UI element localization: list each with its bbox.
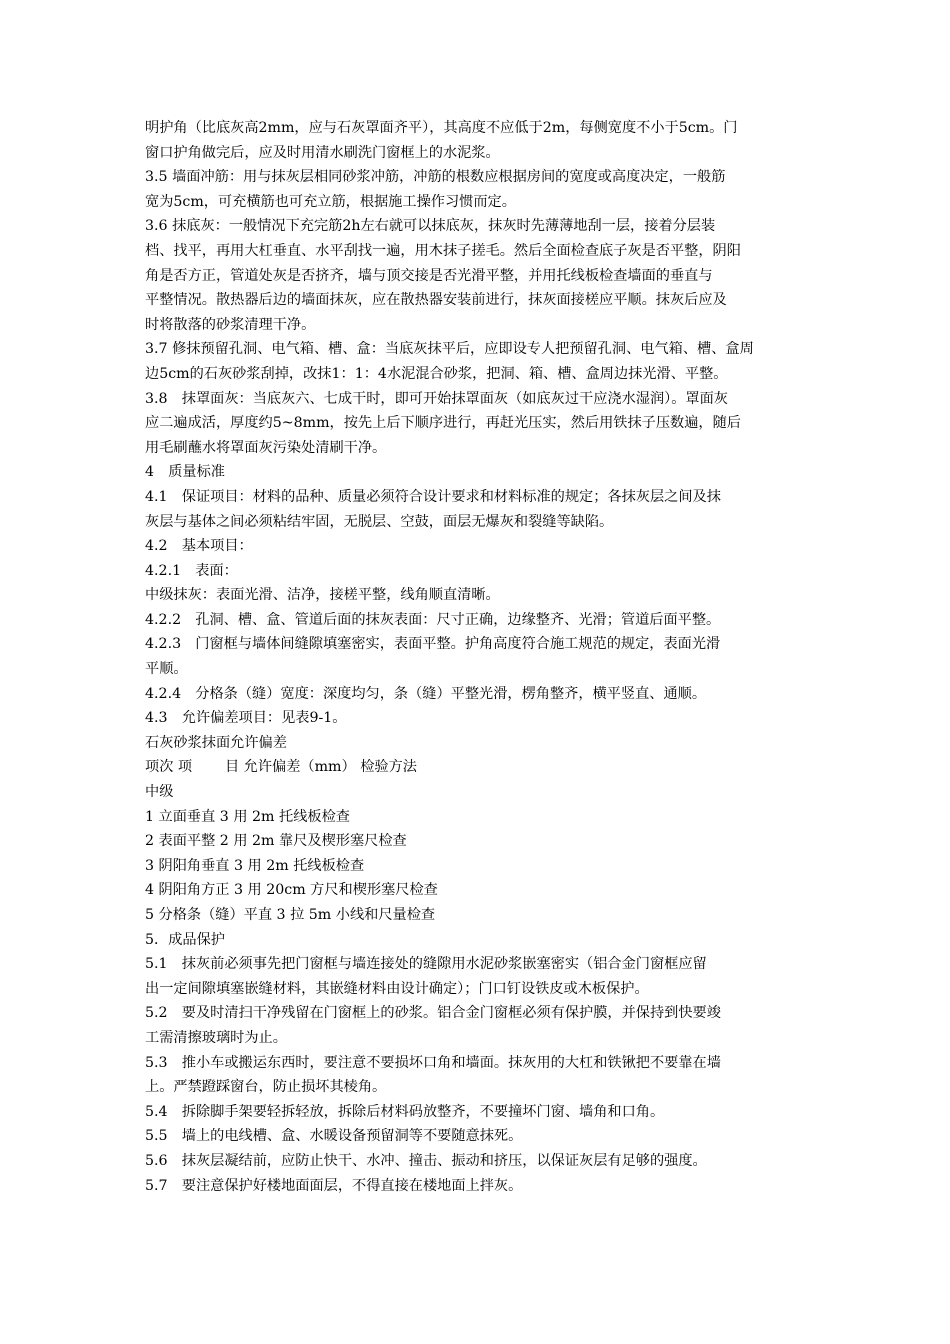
- text-line: 5.2 要及时清扫干净残留在门窗框上的砂浆。铝合金门窗框必须有保护膜，并保持到快要竣: [145, 1005, 721, 1022]
- text-line: 3.6 抹底灰：一般情况下充完筋2h左右就可以抹底灰，抹灰时先薄薄地刮一层，接着分层装: [145, 218, 716, 235]
- section-heading: 5．成品保护: [145, 931, 225, 948]
- text-line: 应二遍成活，厚度约5~8mm，按先上后下顺序进行，再赶光压实，然后用铁抹子压数遍，随后: [145, 415, 741, 432]
- table-title: 石灰砂浆抹面允许偏差: [145, 734, 287, 751]
- text-line: 3.7 修抹预留孔洞、电气箱、槽、盒：当底灰抹平后，应即设专人把预留孔洞、电气箱、槽、盒周: [145, 341, 754, 358]
- text-line: 工需清擦玻璃时为止。: [145, 1029, 287, 1046]
- text-line: 4.2.4 分格条（缝）宽度：深度均匀，条（缝）平整光滑，楞角整齐，横平竖直、通顺。: [145, 685, 707, 702]
- text-line: 5.1 抹灰前必须事先把门窗框与墙连接处的缝隙用水泥砂浆嵌塞密实（铝合金门窗框应留: [145, 956, 707, 973]
- text-line: 4.2.1 表面：: [145, 562, 238, 579]
- table-row: 4 阴阳角方正 3 用 20cm 方尺和楔形塞尺检查: [145, 882, 438, 899]
- section-heading: 4 质量标准: [145, 464, 225, 481]
- text-line: 5.3 推小车或搬运东西时，要注意不要损坏口角和墙面。抹灰用的大杠和铁锹把不要靠在墙: [145, 1054, 721, 1071]
- table-row: 3 阴阳角垂直 3 用 2m 托线板检查: [145, 857, 365, 874]
- text-line: 3.5 墙面冲筋：用与抹灰层相同砂浆冲筋，冲筋的根数应根据房间的宽度或高度决定，一般筋: [145, 169, 726, 186]
- text-line: 3.8 抹罩面灰：当底灰六、七成干时，即可开始抹罩面灰（如底灰过干应浇水湿润）。罩面灰: [145, 390, 728, 407]
- document-page: [145, 116, 813, 1198]
- table-subheader: 中级: [145, 784, 174, 801]
- text-line: 4.2 基本项目：: [145, 538, 253, 555]
- text-line: 5.7 要注意保护好楼地面面层，不得直接在楼地面上拌灰。: [145, 1177, 523, 1194]
- text-line: 4.2.2 孔洞、槽、盒、管道后面的抹灰表面：尺寸正确，边缘整齐、光滑；管道后面平整。: [145, 611, 721, 628]
- text-line: 4.2.3 门窗框与墙体间缝隙填塞密实，表面平整。护角高度符合施工规范的规定，表面光滑: [145, 636, 721, 653]
- text-line: 5.6 抹灰层凝结前，应防止快干、水冲、撞击、振动和挤压，以保证灰层有足够的强度。: [145, 1152, 707, 1169]
- text-line: 5.4 拆除脚手架要轻拆轻放，拆除后材料码放整齐，不要撞坏门窗、墙角和口角。: [145, 1103, 665, 1120]
- table-row: 5 分格条（缝）平直 3 拉 5m 小线和尺量检查: [145, 907, 436, 923]
- text-line: 用毛刷蘸水将罩面灰污染处清刷干净。: [145, 439, 387, 456]
- text-line: 平顺。: [145, 661, 188, 678]
- text-line: 明护角（比底灰高2mm，应与石灰罩面齐平），其高度不应低于2m，每侧宽度不小于5cm。门: [145, 120, 738, 136]
- text-line: 出一定间隙填塞嵌缝材料，其嵌缝材料由设计确定）；门口钉设铁皮或木板保护。: [145, 980, 649, 997]
- text-line: 灰层与基体之间必须粘结牢固，无脱层、空鼓，面层无爆灰和裂缝等缺陷。: [145, 513, 614, 530]
- text-line: 宽为5cm，可充横筋也可充立筋，根据施工操作习惯而定。: [145, 193, 516, 210]
- text-line: 4.1 保证项目：材料的品种、质量必须符合设计要求和材料标准的规定；各抹灰层之间及抹: [145, 488, 721, 505]
- table-row: 2 表面平整 2 用 2m 靠尺及楔形塞尺检查: [145, 833, 407, 850]
- text-line: 边5cm的石灰砂浆刮掉，改抹1：1：4水泥混合砂浆，把洞、箱、槽、盒周边抹光滑、平整。: [145, 365, 728, 382]
- text-line: 4.3 允许偏差项目：见表9-1。: [145, 710, 347, 727]
- table-row: 1 立面垂直 3 用 2m 托线板检查: [145, 808, 350, 825]
- text-line: 平整情况。散热器后边的墙面抹灰，应在散热器安装前进行，抹灰面接槎应平顺。抹灰后应及: [145, 292, 727, 309]
- text-line: 窗口护角做完后，应及时用清水刷洗门窗框上的水泥浆。: [145, 144, 500, 161]
- text-line: 5.5 墙上的电线槽、盒、水暖设备预留洞等不要随意抹死。: [145, 1128, 523, 1145]
- table-header: 项次 项 目 允许偏差（mm） 检验方法: [145, 759, 417, 776]
- text-line: 时将散落的砂浆清理干净。: [145, 316, 316, 333]
- text-line: 角是否方正，管道处灰是否挤齐，墙与顶交接是否光滑平整，并用托线板检查墙面的垂直与: [145, 267, 713, 284]
- text-line: 档、找平，再用大杠垂直、水平刮找一遍，用木抹子搓毛。然后全面检查底子灰是否平整，阴阳: [145, 242, 741, 259]
- text-line: 中级抹灰：表面光滑、洁净，接槎平整，线角顺直清晰。: [145, 587, 500, 604]
- text-line: 上。严禁蹬踩窗台，防止损坏其棱角。: [145, 1079, 387, 1096]
